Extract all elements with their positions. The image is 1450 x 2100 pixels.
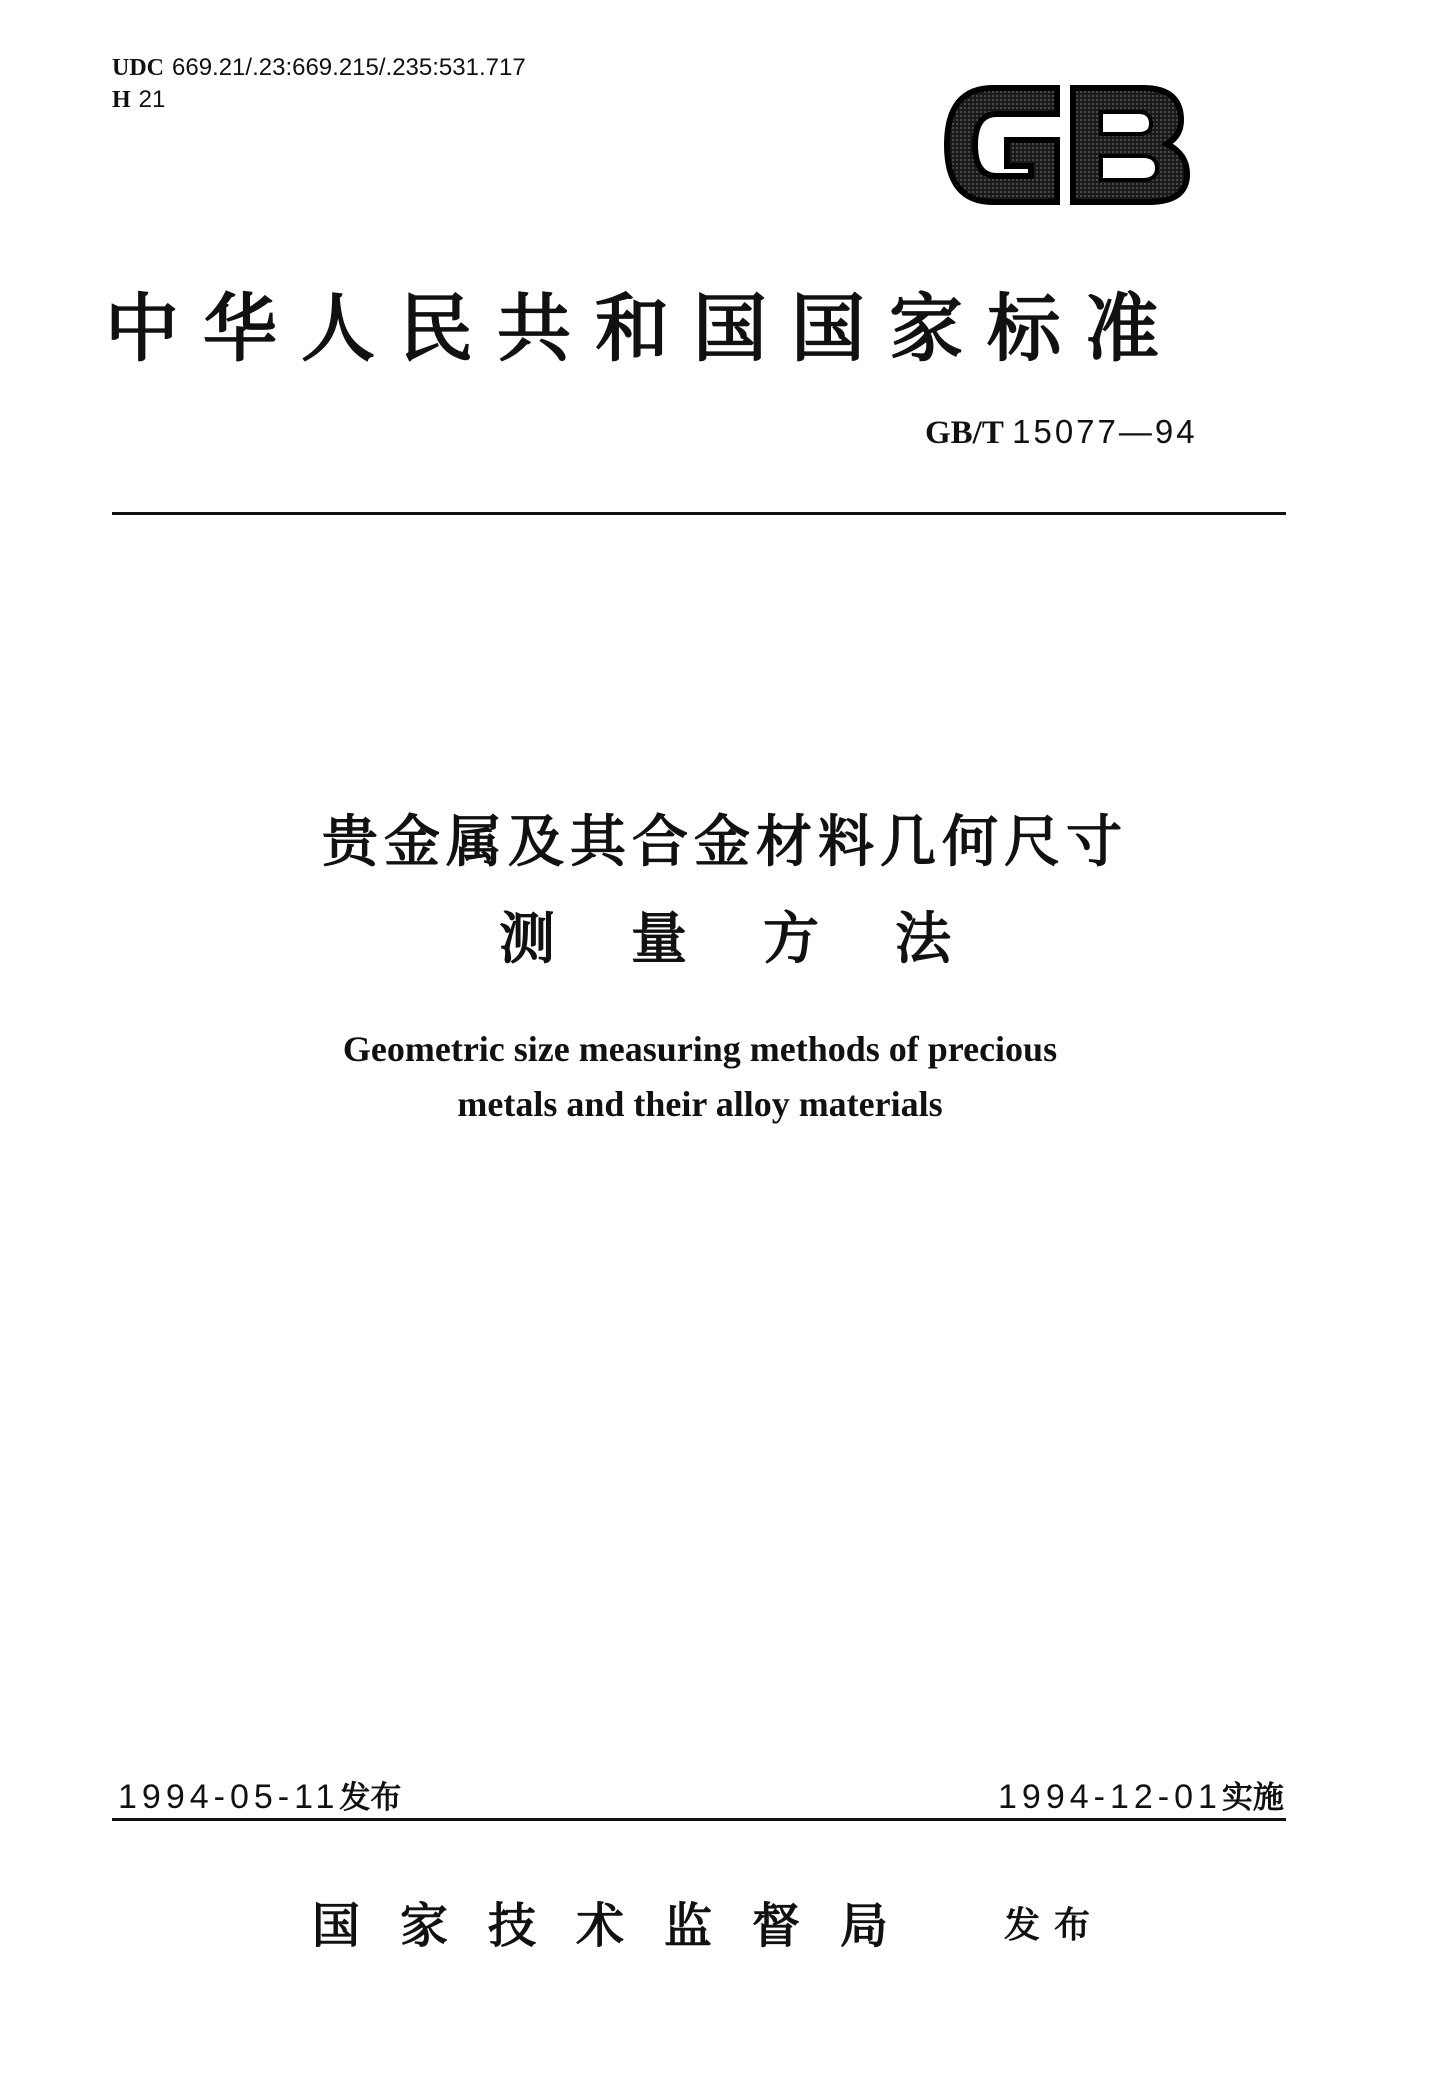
udc-line	[112, 52, 526, 84]
implementation-date-value: 1994-12-01	[998, 1778, 1222, 1816]
udc-value: 669.21/.23:669.215/.235:531.717	[172, 54, 526, 81]
classification-label: H	[112, 87, 131, 113]
udc-label: UDC	[112, 55, 164, 81]
standard-code	[925, 413, 1198, 452]
issuing-authority: 国家技术监督局	[312, 1898, 929, 1954]
issue-date-label: 发布	[339, 1780, 402, 1816]
gb-logo-icon	[935, 70, 1200, 220]
udc-block	[112, 52, 526, 116]
implementation-date	[998, 1772, 1284, 1817]
issue-date	[118, 1772, 401, 1817]
title-cn-line-1: 贵金属及其合金材料几何尺寸	[322, 810, 1128, 875]
implementation-date-label: 实施	[1221, 1780, 1284, 1816]
issuing-word: 发布	[1004, 1905, 1105, 1946]
standard-code-prefix: GB/T	[925, 415, 1004, 451]
classification-value: 21	[138, 86, 166, 113]
classification-line	[112, 84, 526, 116]
title-en-line-2: metals and their alloy materials	[457, 1084, 943, 1124]
footer-divider	[112, 1818, 1286, 1821]
national-standard-heading: 中华人民共和国国家标准	[105, 286, 1183, 372]
title-cn-line-2: 测量方法	[499, 907, 1027, 972]
standard-code-number: 15077—94	[1012, 413, 1198, 450]
header-divider	[112, 512, 1286, 515]
title-en-line-1: Geometric size measuring methods of precious	[342, 1029, 1058, 1069]
issue-date-value: 1994-05-11	[118, 1778, 340, 1816]
